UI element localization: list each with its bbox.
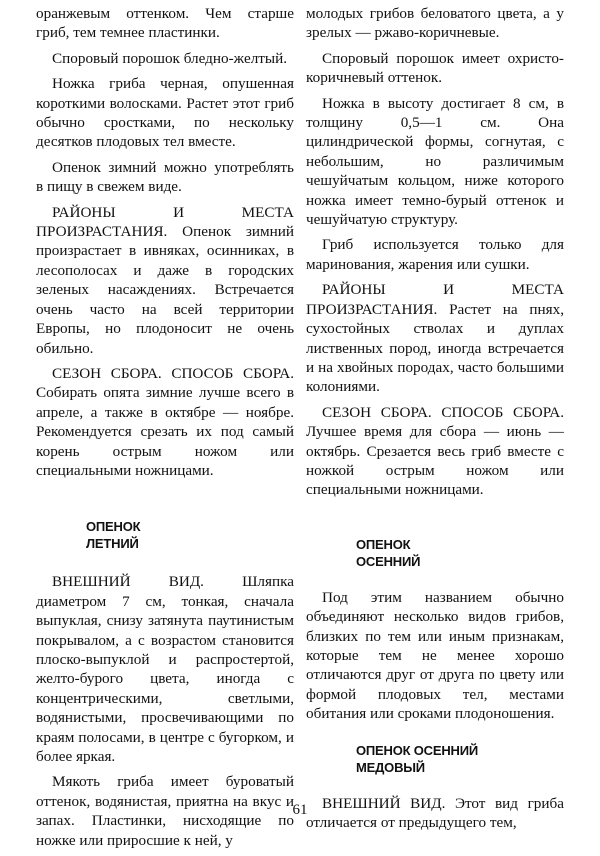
paragraph: ВНЕШНИЙ ВИД. Этот вид гриба отличается от предыдущего тем, <box>306 794 564 831</box>
paragraph: РАЙОНЫ И МЕСТА ПРОИЗРАСТАНИЯ. Растет на пнях, сухостойных стволах и дуплах лиственных пород, иногда встречается и на хвойных породах, часто большими колониями. <box>306 281 564 396</box>
paragraph: СЕЗОН СБОРА. СПОСОБ СБОРА. Собирать опята зимние лучше всего в апреле, а также в октябре — ноябре. Рекомендуется срезать их под самый корень острым ножом или специальными ножницами. <box>36 364 294 479</box>
paragraph: Ножка гриба черная, опушенная короткими волосками. Растет этот гриб обычно сростками, по нескольку десятков плодовых тел вместе. <box>36 75 294 151</box>
paragraph: ВНЕШНИЙ ВИД. Шляпка диаметром 7 см, тонкая, сначала выпуклая, снизу затянута паутинистым покрывалом, а с возрастом становится плоско-выпуклой и распростертой, желто-бурого цвета, иногда с концентрическими, светлыми, водянистыми, просвечивающими по краям полосами, в центре с бугорком, и более яркая. <box>36 573 294 765</box>
paragraph: молодых грибов беловатого цвета, а у зрелых — ржаво-коричневые. <box>306 5 564 42</box>
paragraph: Споровый порошок имеет охристо-коричневый оттенок. <box>306 49 564 87</box>
right-column <box>306 4 564 838</box>
paragraph: Опенок зимний можно употреблять в пищу в свежем виде. <box>36 158 294 196</box>
left-column <box>36 4 294 856</box>
section-heading-autumn-honey-fungus <box>356 536 564 570</box>
heading-line: ОПЕНОК <box>86 519 141 535</box>
heading-line: ОПЕНОК ОСЕННИЙ <box>356 742 479 758</box>
heading-line: ОПЕНОК <box>356 536 411 552</box>
paragraph: РАЙОНЫ И МЕСТА ПРОИЗРАСТАНИЯ. Опенок зимний произрастает в ивняках, осинниках, в лесополосах и даже в городских зеленых насаждениях. Встречается очень часто на всей территории Европы, но плодоносит не очень обильно. <box>36 203 294 357</box>
heading-line: ЛЕТНИЙ <box>86 536 139 552</box>
paragraph: Споровый порошок бледно-желтый. <box>52 49 288 67</box>
paragraph: СЕЗОН СБОРА. СПОСОБ СБОРА. Лучшее время для сбора — июнь — октябрь. Срезается весь гриб вместе с ножкой острым ножом или специальными ножницами. <box>306 403 564 499</box>
section-heading-summer-honey-fungus <box>86 518 294 552</box>
paragraph: Под этим названием обычно объединяют несколько видов грибов, близких по тем или иным признакам, которые тем не менее хорошо отличаются друг от друга по цвету или формой плодовых тел, местами обитания или сроками плодоношения. <box>306 588 564 723</box>
paragraph: оранжевым оттенком. Чем старше гриб, тем темнее пластинки. <box>36 5 294 42</box>
paragraph: Гриб используется только для маринования, жарения или сушки. <box>306 236 564 273</box>
heading-line: МЕДОВЫЙ <box>356 759 425 775</box>
paragraph: Ножка в высоту достигает 8 см, в толщину 0,5—1 см. Она цилиндрической формы, согнутая, с небольшим, но различимым чешуйчатым кольцом, ниже которого ножка имеет темно-бурый оттенок и чешуйчатую структуру. <box>306 94 564 229</box>
page-number: 61 <box>292 802 308 818</box>
section-heading-autumn-honey-fungus-honey <box>356 742 564 776</box>
paragraph: Мякоть гриба имеет буроватый оттенок, водянистая, приятна на вкус и запах. Пластинки, нисходящие по ножке или приросшие к ней, у <box>36 773 294 849</box>
heading-line: ОСЕННИЙ <box>356 553 421 569</box>
